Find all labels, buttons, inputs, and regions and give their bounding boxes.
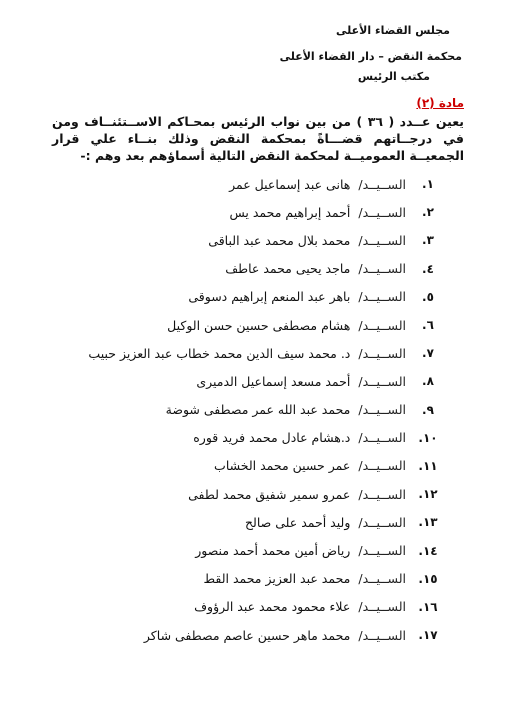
- judge-name: باهر عبد المنعم إبراهيم دسوقى: [188, 289, 351, 305]
- list-item: [30, 311, 450, 339]
- item-number: ٧.: [422, 346, 434, 361]
- office-heading: مكتب الرئيس: [357, 70, 430, 83]
- item-number: ١٥.: [418, 571, 438, 586]
- item-number: ١.: [422, 177, 434, 192]
- honorific: الســيــد/: [358, 571, 406, 587]
- honorific: الســيــد/: [358, 543, 406, 559]
- list-item: [30, 339, 450, 367]
- honorific: الســيــد/: [358, 317, 406, 333]
- honorific: الســيــد/: [358, 373, 406, 389]
- judge-name: أحمد مسعد إسماعيل الدميرى: [196, 373, 351, 389]
- list-item: [30, 452, 450, 480]
- list-item: [30, 170, 450, 198]
- honorific: الســيــد/: [358, 289, 406, 305]
- judge-name: محمد عبد العزيز محمد القط: [203, 571, 351, 587]
- list-item: [30, 565, 450, 593]
- judge-name: علاء محمود محمد عبد الرؤوف: [194, 599, 351, 615]
- list-item: [30, 621, 450, 649]
- item-number: ٣.: [422, 233, 434, 248]
- list-item: [30, 396, 450, 424]
- judge-name: أحمد إبراهيم محمد يس: [229, 204, 351, 220]
- list-item: [30, 367, 450, 395]
- item-number: ٥.: [422, 289, 434, 304]
- item-number: ٢.: [422, 205, 434, 220]
- list-item: [30, 508, 450, 536]
- honorific: الســيــد/: [358, 458, 406, 474]
- article-intro: يعين عــدد ( ٣٦ ) من بين نواب الرئيس بمحـاكم الاســتئنــاف ومن في درجــاتهم قضـــاةً بمحكمة النقض وذلك بنــاء علي قرار الجمعيــة العموميــة لمحكمة النقض التالية أسماؤهم بعد وهم :-: [52, 114, 464, 163]
- item-number: ١٠.: [418, 430, 438, 445]
- judge-list: [30, 170, 450, 649]
- item-number: ١٢.: [418, 487, 438, 502]
- honorific: الســيــد/: [358, 261, 406, 277]
- honorific: الســيــد/: [358, 599, 406, 615]
- judge-name: هشام مصطفى حسين حسن الوكيل: [167, 317, 351, 333]
- judge-name: رياض أمين محمد أحمد منصور: [195, 543, 351, 559]
- honorific: الســيــد/: [358, 232, 406, 248]
- judge-name: د.هشام عادل محمد فريد قوره: [193, 430, 351, 446]
- honorific: الســيــد/: [358, 486, 406, 502]
- honorific: الســيــد/: [358, 176, 406, 192]
- judge-name: محمد ماهر حسين عاصم مصطفى شاكر: [143, 627, 351, 643]
- honorific: الســيــد/: [358, 204, 406, 220]
- item-number: ١٣.: [418, 515, 438, 530]
- item-number: ٦.: [422, 318, 434, 333]
- item-number: ١١.: [418, 458, 438, 473]
- judge-name: عمر حسين محمد الخشاب: [214, 458, 351, 474]
- judge-name: محمد عبد الله عمر مصطفى شوضة: [165, 402, 351, 418]
- judge-name: د. محمد سيف الدين محمد خطاب عبد العزيز حبيب: [88, 345, 351, 361]
- list-item: [30, 593, 450, 621]
- judge-name: عمرو سمير شفيق محمد لطفى: [188, 486, 351, 502]
- court-heading: محكمة النقض – دار القضاء الأعلى: [279, 50, 462, 63]
- item-number: ٨.: [422, 374, 434, 389]
- honorific: الســيــد/: [358, 345, 406, 361]
- item-number: ١٦.: [418, 599, 438, 614]
- judge-name: وليد أحمد على صالح: [244, 514, 351, 530]
- list-item: [30, 255, 450, 283]
- judge-name: ماجد يحيى محمد عاطف: [225, 261, 351, 277]
- list-item: [30, 198, 450, 226]
- honorific: الســيــد/: [358, 514, 406, 530]
- article-number: مادة (٢): [416, 96, 464, 110]
- list-item: [30, 424, 450, 452]
- item-number: ١٧.: [418, 628, 438, 643]
- list-item: [30, 226, 450, 254]
- honorific: الســيــد/: [358, 430, 406, 446]
- honorific: الســيــد/: [358, 402, 406, 418]
- judge-name: هانى عبد إسماعيل عمر: [229, 176, 351, 192]
- council-heading: مجلس القضاء الأعلى: [336, 24, 450, 37]
- judge-name: محمد بلال محمد عبد الباقى: [208, 232, 351, 248]
- honorific: الســيــد/: [358, 627, 406, 643]
- list-item: [30, 480, 450, 508]
- item-number: ١٤.: [418, 543, 438, 558]
- item-number: ٤.: [422, 261, 434, 276]
- list-item: [30, 536, 450, 564]
- list-item: [30, 283, 450, 311]
- item-number: ٩.: [422, 402, 434, 417]
